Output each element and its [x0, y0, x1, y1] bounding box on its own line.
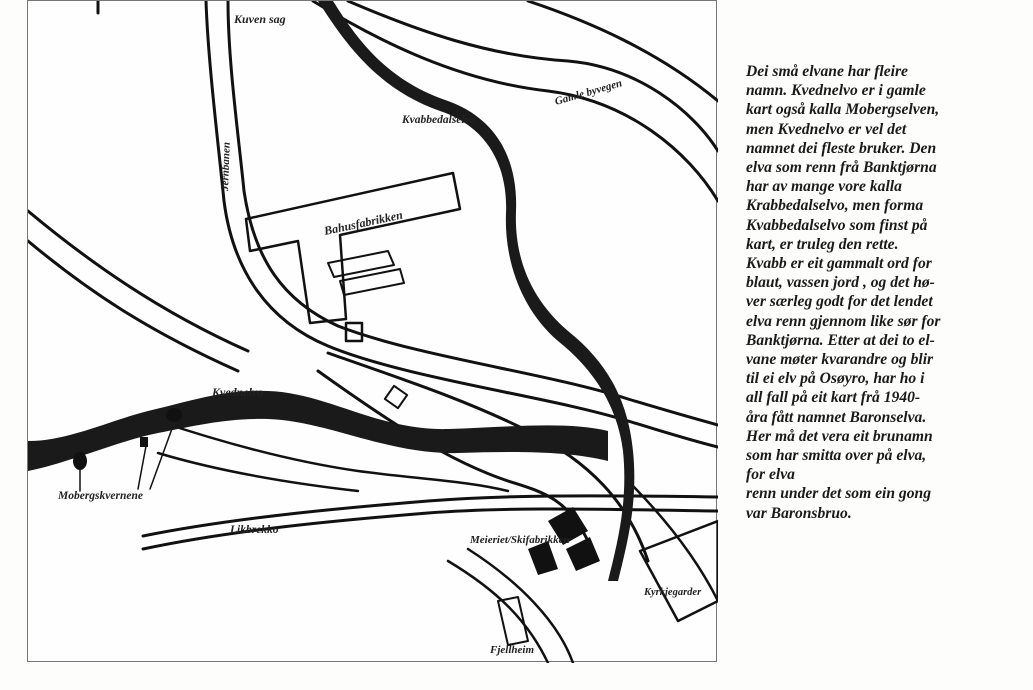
label-likbrekko: Likbrekko [230, 524, 279, 536]
arrow-line [138, 446, 146, 489]
caption-line: blaut, vassen jord , og det hø- [746, 274, 935, 292]
label-bahusfabrikken: Bahusfabrikken [322, 207, 404, 238]
dairy-building-2 [528, 541, 558, 575]
road-mill-2 [158, 453, 358, 491]
caption-line: namnet dei fleste bruker. Den [746, 139, 937, 157]
caption-line: Dei små elvane har fleire [746, 63, 908, 80]
caption-line: Her må det vera eit brunamn [746, 427, 933, 445]
old-road [313, 1, 718, 201]
mill-symbol-2 [140, 437, 148, 447]
road-north [528, 1, 718, 101]
caption-line: men Kvednelvo er vel det [746, 120, 907, 138]
caption-line: til ei elv på Osøyro, har ho i [746, 370, 925, 388]
caption-line: elva som renn frå Banktjørna [746, 159, 937, 177]
road-west-2 [28, 241, 238, 371]
caption-line: har av mange vore kalla [746, 178, 902, 196]
river-kvednelvo [28, 391, 608, 471]
cemetery-outline [640, 521, 718, 621]
caption-line: kart også kalla Mobergselven, [746, 101, 940, 119]
label-jernbanen: Jernbanen [219, 141, 233, 192]
caption-line: åra fått namnet Baronselva. [746, 408, 927, 426]
label-fjellheim: Fjellheim [490, 644, 534, 656]
label-gamle-byvegen: Gamle byvegen [553, 77, 624, 108]
caption-line: som har smitta over på elva, [746, 447, 927, 465]
historical-map [27, 0, 717, 662]
railway-line [206, 1, 718, 447]
label-meieriet: Meieriet/Skifabrikken [470, 534, 570, 546]
caption-line: vane møter kvarandre og blir [746, 351, 934, 369]
caption-line: Kvabb er eit gammalt ord for [746, 255, 932, 273]
label-mobergskvernene: Mobergskvernene [58, 490, 143, 502]
caption-line: for elva [746, 466, 795, 484]
caption-line: Krabbedalselvo, men forma [746, 197, 924, 215]
label-kvabbedalselvo: Kvabbedalselvo [402, 114, 476, 126]
caption-line: kart, er truleg den rette. [746, 235, 899, 253]
small-building-2 [385, 386, 407, 408]
factory-outline [246, 173, 460, 323]
fjellheim-building [498, 597, 528, 645]
label-kuven-sag: Kuven sag [234, 12, 286, 26]
old-road-2 [348, 1, 718, 151]
caption-line: elva renn gjennom like sør for [746, 312, 941, 330]
caption-line: renn under det som ein gong [746, 485, 931, 503]
caption-line: all fall på eit kart frå 1940- [746, 389, 921, 407]
caption-line: Banktjørna. Etter at dei to el- [746, 331, 935, 349]
railway-line-2 [228, 1, 718, 425]
caption-line: var Baronsbruo. [746, 504, 852, 522]
caption-line: ver særleg godt for det lendet [746, 293, 933, 311]
label-kvednelvo: Kvednelvo [212, 385, 264, 399]
map-drawing [28, 1, 718, 663]
caption-line: Kvabbedalselvo som finst på [746, 216, 928, 234]
mill-symbol-3 [166, 408, 182, 422]
dairy-building-3 [566, 537, 600, 571]
mill-symbol [73, 452, 87, 470]
road-west [28, 211, 248, 351]
caption-line: namn. Kvednelvo er i gamle [746, 82, 926, 100]
caption-text [746, 62, 1026, 523]
label-kyrkjegarden: Kyrkjegarder [644, 587, 702, 598]
